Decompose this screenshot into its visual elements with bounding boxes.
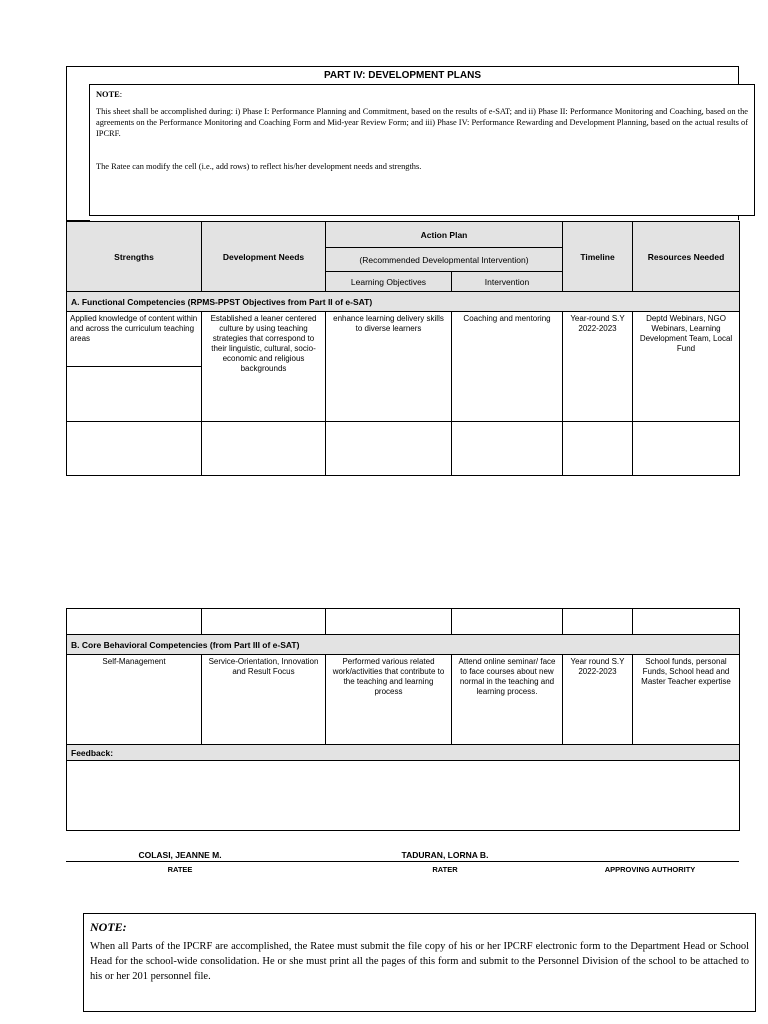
- ratee-label: RATEE: [167, 865, 193, 874]
- header-development-needs: Development Needs: [202, 222, 326, 292]
- header-action-plan: Action Plan: [326, 222, 563, 248]
- header-action-plan-subtitle: (Recommended Developmental Intervention): [326, 248, 563, 272]
- empty-cell: [202, 609, 326, 635]
- empty-cell: [326, 422, 452, 476]
- empty-cell: [633, 422, 740, 476]
- note-box: NOTE: This sheet shall be accomplished during: i) Phase I: Performance Planning and Commitment, based on the results of e-SAT; and ii) Phase II: Performance Monitoring and Coaching, based on the agreements on the Performance Monitoring and Coaching Form and Mid-year Review Form; and iii) Phase IV: Performance Rewarding and Development Planning, based on the actual results of IPCRF. The Ratee can modify the cell (i.e., add rows) to reflect his/her development needs and strengths.: [89, 84, 755, 216]
- rater-label: RATER: [432, 865, 458, 874]
- empty-cell: [452, 609, 563, 635]
- submission-note-text: When all Parts of the IPCRF are accomplished, the Ratee must submit the file copy of his or her IPCRF electronic form to the Department Head or School Head for the school-wide consolidation. He or she must print all the pages of this form and submit to the Personnel Division of the school to be attached to his or her 201 personnel file.: [90, 941, 749, 982]
- row-a-timeline: Year-round S.Y 2022-2023: [563, 312, 633, 422]
- empty-cell: [67, 609, 202, 635]
- rater-name: TADURAN, LORNA B.: [401, 850, 489, 860]
- row-b-intervention: Attend online seminar/ face to face courses about new normal in the teaching and learning process.: [452, 655, 563, 745]
- row-a-development-need: Established a leaner centered culture by using teaching strategies that correspond to their linguistic, cultural, socio-economic and religious backgrounds: [202, 312, 326, 422]
- row-b-development-need: Service-Orientation, Innovation and Result Focus: [202, 655, 326, 745]
- row-b-resources: School funds, personal Funds, School head and Master Teacher expertise: [633, 655, 740, 745]
- submission-note-heading: NOTE:: [90, 920, 127, 934]
- core-competencies-table: [66, 608, 740, 831]
- row-a-learning-objective: enhance learning delivery skills to diverse learners: [326, 312, 452, 422]
- empty-cell: [452, 422, 563, 476]
- section-a-heading: A. Functional Competencies (RPMS-PPST Objectives from Part II of e-SAT): [67, 292, 740, 312]
- row-b-timeline: Year round S.Y 2022-2023: [563, 655, 633, 745]
- empty-cell: [633, 609, 740, 635]
- note-heading: NOTE: [96, 90, 120, 99]
- feedback-label: Feedback:: [67, 745, 740, 761]
- note-paragraph-1: This sheet shall be accomplished during: i) Phase I: Performance Planning and Commitment, based on the results of e-SAT; and ii) Phase II: Performance Monitoring and Coaching, based on the agreements on the Performance Monitoring and Coaching Form and Mid-year Review Form; and iii) Phase IV: Performance Rewarding and Development Planning, based on the actual results of IPCRF.: [96, 107, 748, 138]
- feedback-area: [67, 761, 740, 831]
- page-title: PART IV: DEVELOPMENT PLANS: [323, 70, 482, 81]
- header-strengths: Strengths: [67, 222, 202, 292]
- row-a-resources: Deptd Webinars, NGO Webinars, Learning Development Team, Local Fund: [633, 312, 740, 422]
- section-b-heading: B. Core Behavioral Competencies (from Part III of e-SAT): [67, 635, 740, 655]
- header-resources: Resources Needed: [633, 222, 740, 292]
- header-intervention: Intervention: [452, 272, 563, 292]
- signature-line: [66, 861, 739, 862]
- note-paragraph-2: The Ratee can modify the cell (i.e., add rows) to reflect his/her development needs and strengths.: [96, 162, 422, 171]
- empty-cell: [202, 422, 326, 476]
- empty-cell: [563, 422, 633, 476]
- approving-authority-label: APPROVING AUTHORITY: [604, 865, 696, 874]
- empty-cell: [326, 609, 452, 635]
- header-timeline: Timeline: [563, 222, 633, 292]
- row-a-intervention: Coaching and mentoring: [452, 312, 563, 422]
- row-b-strength: Self-Management: [67, 655, 202, 745]
- submission-note-box: [83, 913, 756, 1012]
- development-plan-table: [66, 221, 740, 476]
- empty-cell: [67, 422, 202, 476]
- ratee-name: COLASI, JEANNE M.: [138, 850, 222, 860]
- header-learning-objectives: Learning Objectives: [326, 272, 452, 292]
- empty-cell: [67, 367, 202, 422]
- empty-cell: [563, 609, 633, 635]
- title-box-left-border: [66, 97, 67, 221]
- row-b-learning-objective: Performed various related work/activities that contribute to the teaching and learning process: [326, 655, 452, 745]
- row-a-strength: Applied knowledge of content within and across the curriculum teaching areas: [67, 312, 202, 367]
